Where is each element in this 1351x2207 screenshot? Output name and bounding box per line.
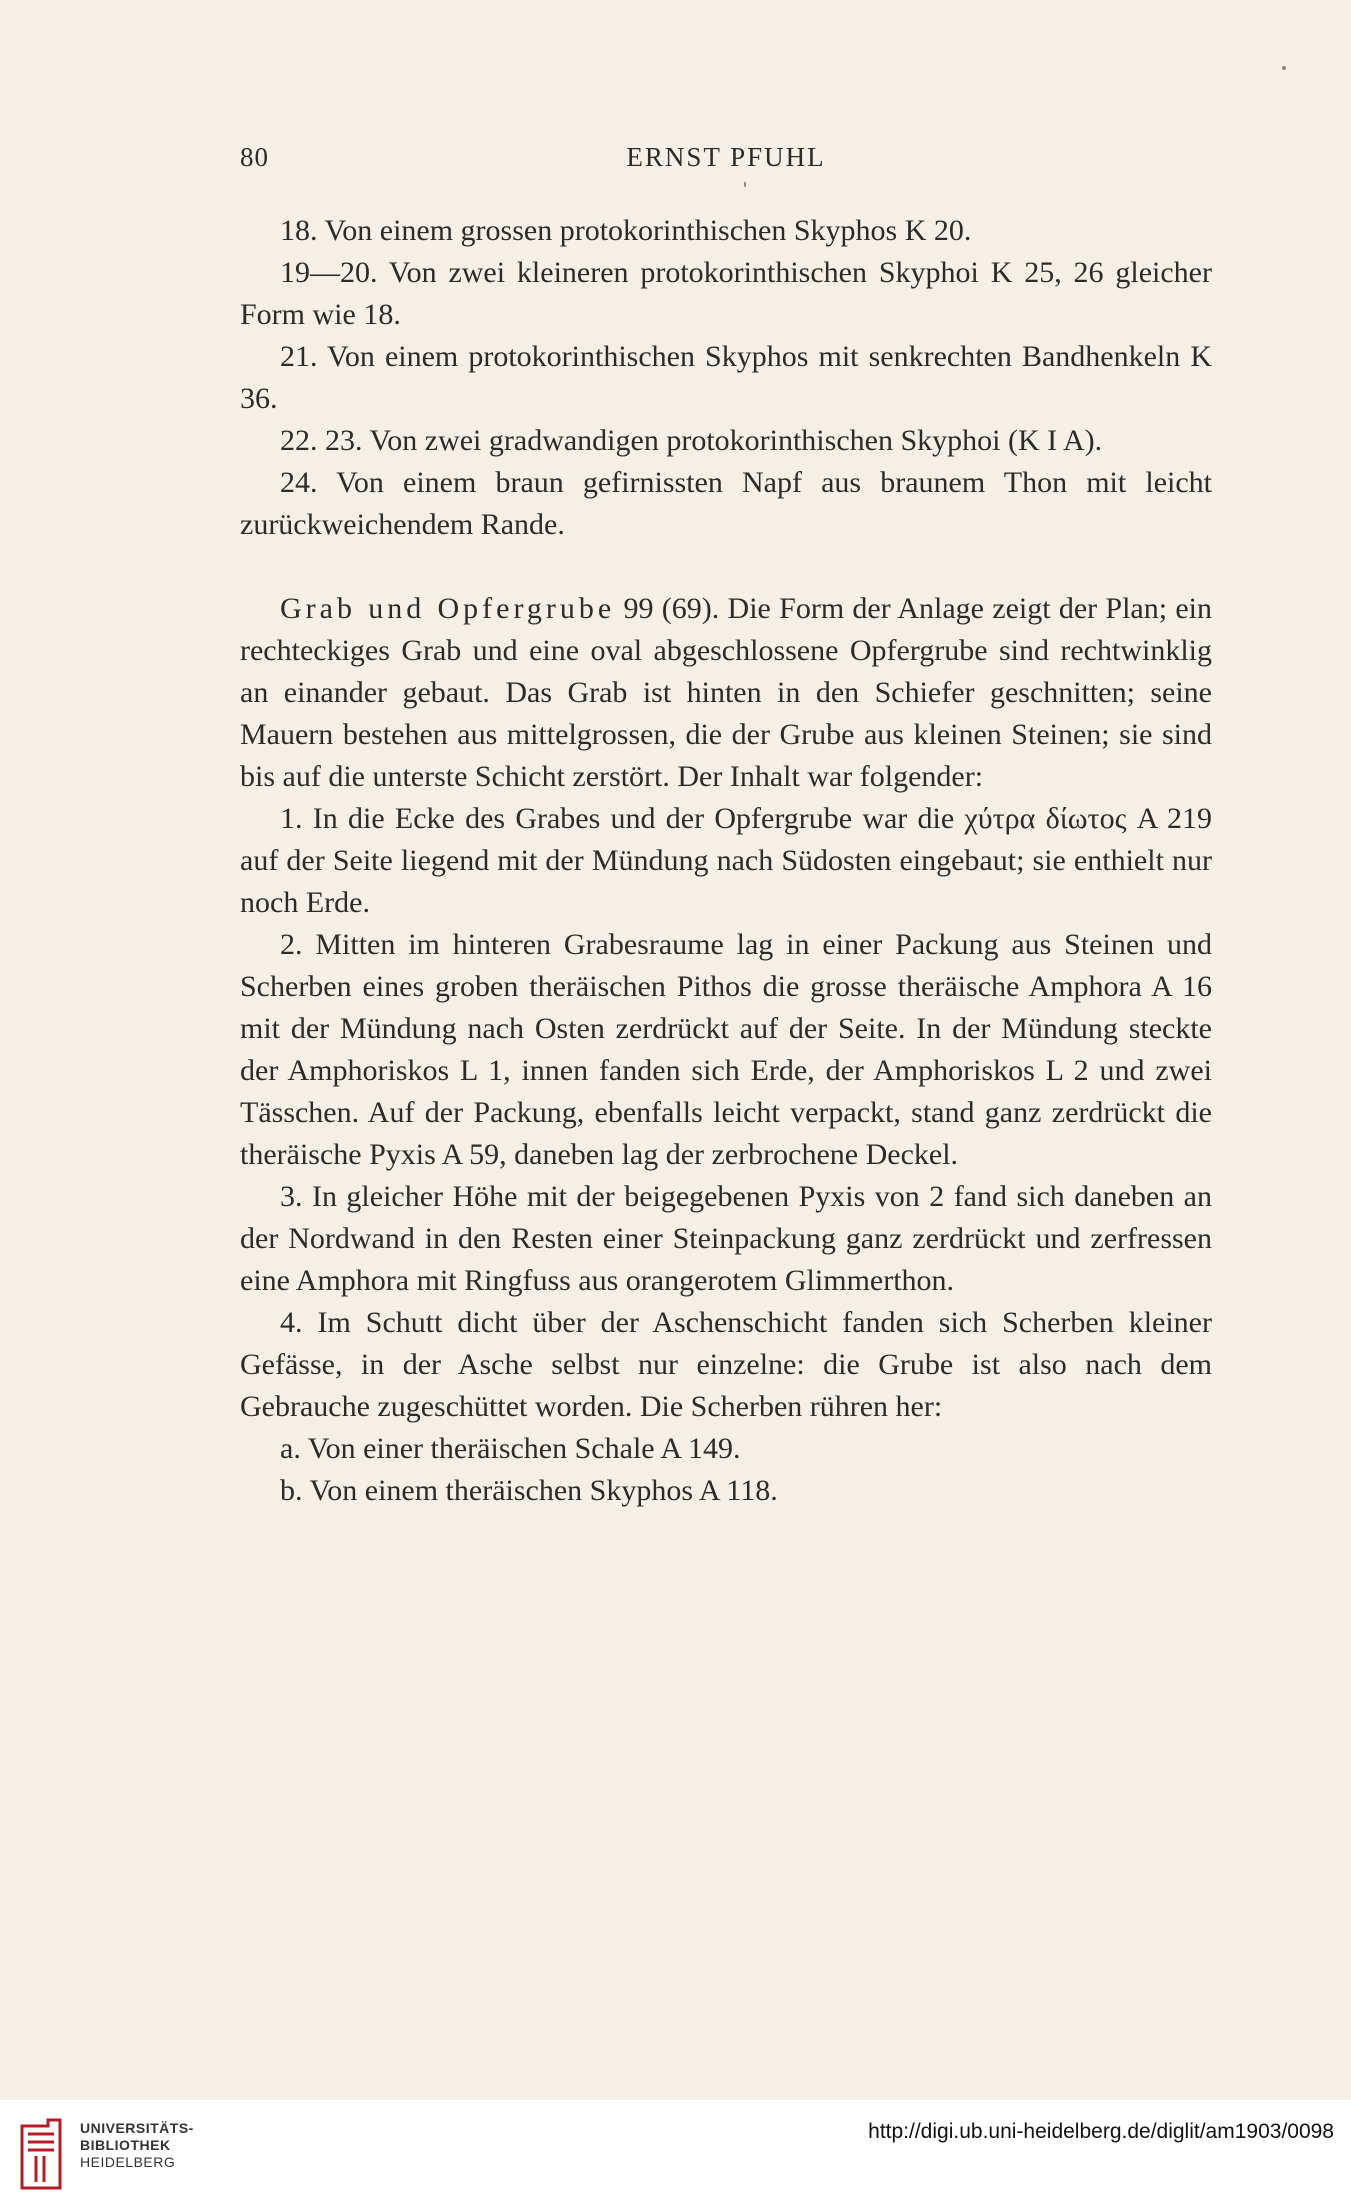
scan-speck bbox=[1282, 66, 1286, 70]
catalog-item-21: 21. Von einem protokorinthischen Skyphos mit senkrechten Bandhenkeln K 36. bbox=[240, 340, 1212, 415]
catalog-item-24: 24. Von einem braun gefirnissten Napf aus braunem Thon mit leicht zurückweichendem Rande. bbox=[240, 466, 1212, 541]
finding-1: 1. In die Ecke des Grabes und der Opfergrube war die χύτρα δίωτος A 219 auf der Seite liegend mit der Mündung nach Südosten eingebaut; sie enthielt nur noch Erde. bbox=[240, 802, 1212, 919]
catalog-item-19-20: 19—20. Von zwei kleineren protokorinthischen Skyphoi K 25, 26 gleicher Form wie 18. bbox=[240, 256, 1212, 331]
main-text bbox=[240, 210, 1212, 1512]
catalog-item-22-23: 22. 23. Von zwei gradwandigen protokorinthischen Skyphoi (K I A). bbox=[280, 424, 1103, 457]
finding-3: 3. In gleicher Höhe mit der beigegebenen Pyxis von 2 fand sich daneben an der Nordwand in den Resten einer Steinpackung ganz zerdrückt und zerfressen eine Amphora mit Ringfuss aus orangerotem Glimmerthon. bbox=[240, 1180, 1212, 1297]
section-heading: Grab und Opfergrube bbox=[280, 592, 616, 625]
finding-4b: b. Von einem theräischen Skyphos A 118. bbox=[280, 1474, 778, 1507]
heidelberg-library-logo-icon bbox=[18, 2116, 64, 2192]
page-header bbox=[240, 142, 1212, 182]
finding-4a: a. Von einer theräischen Schale A 149. bbox=[280, 1432, 741, 1465]
finding-4: 4. Im Schutt dicht über der Aschenschicht fanden sich Scherben kleiner Gefässe, in der Asche selbst nur einzelne: die Grube ist also nach dem Gebrauche zugeschüttet worden. Die Scherben rühren her: bbox=[240, 1306, 1212, 1423]
scan-speck bbox=[744, 182, 746, 187]
library-name: UNIVERSITÄTS- BIBLIOTHEK HEIDELBERG bbox=[80, 2120, 194, 2170]
source-url-link[interactable]: http://digi.ub.uni-heidelberg.de/diglit/am1903/0098 bbox=[868, 2120, 1334, 2143]
catalog-item-18: 18. Von einem grossen protokorinthischen Skyphos K 20. bbox=[280, 214, 972, 247]
section-intro: 99 (69). Die Form der Anlage zeigt der Plan; ein rechteckiges Grab und eine oval abgeschlossene Opfergrube sind rechtwinklig an einander gebaut. Das Grab ist hinten in den Schiefer geschnitten; seine Mauern bestehen aus mittelgrossen, die der Grube aus kleinen Steinen; sie sind bis auf die unterste Schicht zerstört. Der Inhalt war folgender: bbox=[240, 592, 1212, 793]
page-number: 80 bbox=[240, 142, 269, 172]
section-paragraph bbox=[240, 588, 1212, 798]
running-head: ERNST PFUHL bbox=[626, 142, 826, 172]
finding-2: 2. Mitten im hinteren Grabesraume lag in einer Packung aus Steinen und Scherben eines groben theräischen Pithos die grosse theräische Amphora A 16 mit der Mündung nach Osten zerdrückt auf der Seite. In der Mündung steckte der Amphoriskos L 1, innen fanden sich Erde, der Amphoriskos L 2 und zwei Tässchen. Auf der Packung, ebenfalls leicht verpackt, stand ganz zerdrückt die theräische Pyxis A 59, daneben lag der zerbrochene Deckel. bbox=[240, 928, 1212, 1171]
digitization-footer bbox=[0, 2100, 1351, 2207]
